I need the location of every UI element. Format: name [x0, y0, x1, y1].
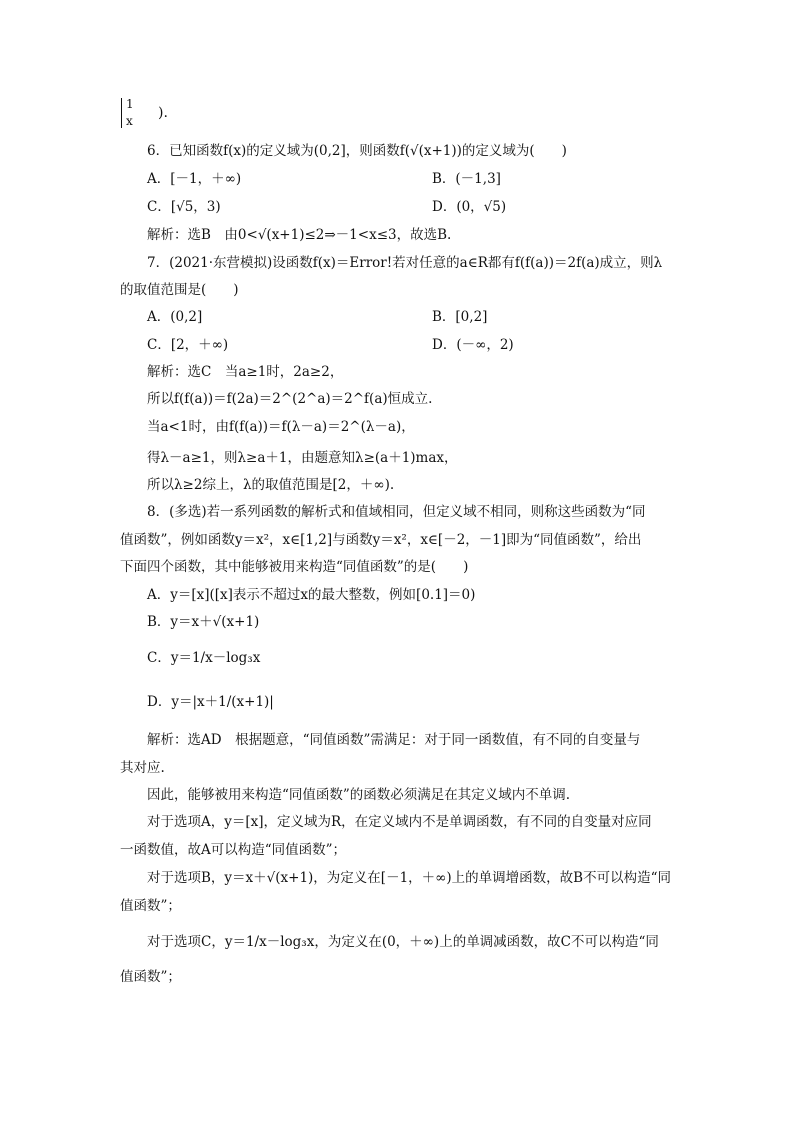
- q8-stem-line1: 8．(多选)若一系列函数的解析式和值域相同，但定义域不相同，则称这些函数为“同: [147, 504, 646, 520]
- top-frac-tail: ).: [158, 105, 168, 121]
- q7-option-c: C．[2，＋∞): [147, 337, 229, 353]
- q8-analysis-line7: 值函数”；: [120, 898, 181, 914]
- q7-option-a: A．(0,2]: [147, 309, 203, 325]
- q6-option-a: A．[－1，＋∞): [147, 171, 242, 187]
- q8-analysis-line6: 对于选项B，y＝x＋√(x+1)，为定义在[－1，＋∞)上的单调增函数，故B不可以构造“同: [147, 870, 672, 886]
- q6-option-d: D．(0，√5): [432, 199, 507, 215]
- q8-analysis-line4: 对于选项A，y＝[x]，定义域为R，在定义域内不是单调函数，有不同的自变量对应同: [147, 814, 652, 830]
- q7-analysis-line4: 得λ－a≥1，则λ≥a＋1，由题意知λ≥(a＋1)max，: [147, 450, 458, 466]
- q8-analysis-line3: 因此，能够被用来构造“同值函数”的函数必须满足在其定义域内不单调.: [147, 787, 571, 803]
- q8-option-c: C．y＝1/x－log₃x: [147, 650, 261, 666]
- q8-analysis-line8: 对于选项C，y＝1/x－log₃x，为定义在(0，＋∞)上的单调减函数，故C不可以构造“同: [147, 934, 659, 950]
- q7-stem-line2: 的取值范围是( ): [120, 282, 239, 298]
- q8-analysis-line1: 解析：选AD 根据题意，“同值函数”需满足：对于同一函数值，有不同的自变量与: [147, 732, 641, 748]
- q8-option-b: B．y＝x＋√(x+1): [147, 614, 260, 630]
- q8-stem-line2: 值函数”，例如函数y＝x²，x∈[1,2]与函数y＝x²，x∈[－2，－1]即为“同值函数”，给出: [120, 532, 642, 548]
- q8-option-d: D．y＝|x＋1/(x+1)|: [147, 694, 274, 710]
- q8-analysis-line5: 一函数值，故A可以构造“同值函数”；: [120, 842, 347, 858]
- q8-stem-line3: 下面四个函数，其中能够被用来构造“同值函数”的是( ): [120, 559, 469, 575]
- q8-analysis-line2: 其对应.: [120, 760, 165, 776]
- q8-analysis-line9: 值函数”；: [120, 969, 181, 985]
- q7-analysis-line3: 当a<1时，由f(f(a))＝f(λ－a)＝2^(λ－a)，: [147, 419, 415, 435]
- q7-stem-line1: 7．(2021·东营模拟)设函数f(x)＝Error!若对任意的a∈R都有f(f(a))＝2f(a)成立，则λ: [147, 255, 663, 271]
- top-frac-denominator: x: [126, 114, 133, 128]
- q6-option-b: B．(－1,3]: [432, 171, 501, 187]
- top-frac-numerator: 1: [126, 97, 134, 111]
- q6-option-c: C．[√5，3): [147, 199, 221, 215]
- q6-stem: 6．已知函数f(x)的定义域为(0,2]，则函数f(√(x+1))的定义域为( ): [147, 143, 567, 159]
- q7-analysis-line2: 所以f(f(a))＝f(2a)＝2^(2^a)＝2^f(a)恒成立.: [147, 391, 433, 407]
- q7-option-d: D．(－∞，2): [432, 337, 514, 353]
- q7-analysis-line5: 所以λ≥2综上，λ的取值范围是[2，＋∞).: [147, 477, 395, 493]
- q7-analysis-line1: 解析：选C 当a≥1时，2a≥2，: [147, 364, 344, 380]
- q8-option-a: A．y＝[x]([x]表示不超过x的最大整数，例如[0.1]＝0): [147, 587, 476, 603]
- q7-option-b: B．[0,2]: [432, 309, 488, 325]
- q6-analysis: 解析：选B 由0<√(x+1)≤2⇒－1<x≤3，故选B.: [147, 227, 452, 243]
